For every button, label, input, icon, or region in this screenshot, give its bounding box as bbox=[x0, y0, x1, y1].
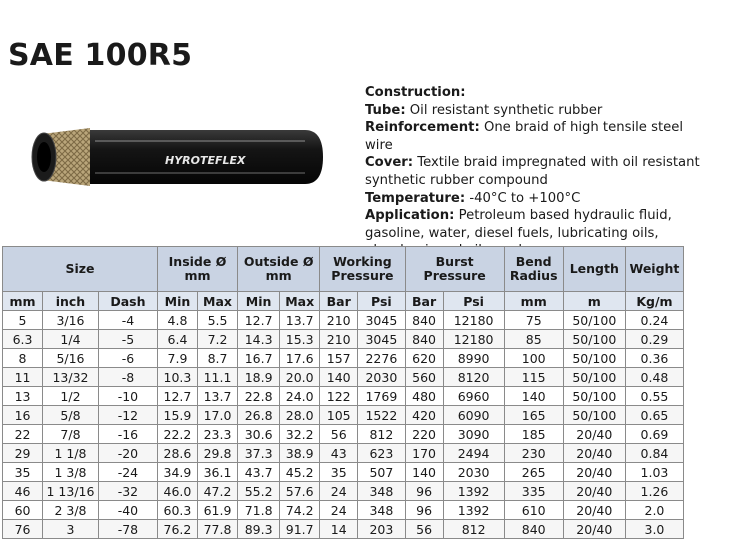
table-cell: 1392 bbox=[443, 482, 504, 501]
table-cell: 3090 bbox=[443, 425, 504, 444]
table-cell: -4 bbox=[98, 311, 157, 330]
table-cell: 50/100 bbox=[563, 330, 625, 349]
table-cell: 4.8 bbox=[157, 311, 197, 330]
header-burst-pressure: Burst Pressure bbox=[405, 247, 504, 292]
table-cell: 610 bbox=[504, 501, 563, 520]
table-cell: 30.6 bbox=[238, 425, 280, 444]
table-cell: 3045 bbox=[358, 311, 405, 330]
table-cell: 5 bbox=[3, 311, 43, 330]
table-cell: 3/16 bbox=[43, 311, 99, 330]
subheader-cell: Max bbox=[197, 292, 237, 311]
table-cell: 43 bbox=[320, 444, 358, 463]
table-cell: 46 bbox=[3, 482, 43, 501]
hose-image bbox=[20, 112, 330, 202]
table-row bbox=[3, 520, 684, 539]
table-cell: 348 bbox=[358, 501, 405, 520]
table-cell: 75 bbox=[504, 311, 563, 330]
table-cell: -12 bbox=[98, 406, 157, 425]
table-cell: 348 bbox=[358, 482, 405, 501]
table-cell: 37.3 bbox=[238, 444, 280, 463]
table-cell: 85 bbox=[504, 330, 563, 349]
table-cell: 71.8 bbox=[238, 501, 280, 520]
table-cell: 12180 bbox=[443, 330, 504, 349]
table-cell: 1 1/8 bbox=[43, 444, 99, 463]
table-cell: 14 bbox=[320, 520, 358, 539]
table-cell: 8 bbox=[3, 349, 43, 368]
table-cell: 3 bbox=[43, 520, 99, 539]
table-row bbox=[3, 501, 684, 520]
table-cell: 50/100 bbox=[563, 406, 625, 425]
table-cell: -20 bbox=[98, 444, 157, 463]
table-cell: 1 3/8 bbox=[43, 463, 99, 482]
table-cell: 16.7 bbox=[238, 349, 280, 368]
table-cell: 335 bbox=[504, 482, 563, 501]
header-length: Length bbox=[563, 247, 625, 292]
table-cell: 1522 bbox=[358, 406, 405, 425]
table-cell: 43.7 bbox=[238, 463, 280, 482]
table-cell: 20/40 bbox=[563, 482, 625, 501]
table-cell: 50/100 bbox=[563, 368, 625, 387]
table-cell: 12.7 bbox=[238, 311, 280, 330]
table-cell: 6.4 bbox=[157, 330, 197, 349]
table-cell: 34.9 bbox=[157, 463, 197, 482]
table-cell: 2.0 bbox=[625, 501, 683, 520]
table-cell: 56 bbox=[320, 425, 358, 444]
table-cell: 96 bbox=[405, 482, 443, 501]
table-cell: 140 bbox=[320, 368, 358, 387]
reinforcement-line: Reinforcement: One braid of high tensile steel wire bbox=[365, 120, 684, 153]
table-cell: 50/100 bbox=[563, 387, 625, 406]
table-cell: 2030 bbox=[358, 368, 405, 387]
table-cell: 13/32 bbox=[43, 368, 99, 387]
table-cell: 12.7 bbox=[157, 387, 197, 406]
cover-line: Cover: Textile braid impregnated with oil resistant synthetic rubber compound bbox=[365, 155, 700, 188]
table-cell: 15.3 bbox=[280, 330, 320, 349]
table-cell: 24.0 bbox=[280, 387, 320, 406]
subheader-cell: Dash bbox=[98, 292, 157, 311]
table-cell: 480 bbox=[405, 387, 443, 406]
table-cell: 91.7 bbox=[280, 520, 320, 539]
table-cell: 115 bbox=[504, 368, 563, 387]
table-cell: 203 bbox=[358, 520, 405, 539]
table-cell: 38.9 bbox=[280, 444, 320, 463]
table-cell: 61.9 bbox=[197, 501, 237, 520]
table-cell: -6 bbox=[98, 349, 157, 368]
table-cell: 5/16 bbox=[43, 349, 99, 368]
spec-block bbox=[365, 84, 705, 260]
table-cell: -40 bbox=[98, 501, 157, 520]
table-cell: 24 bbox=[320, 501, 358, 520]
table-cell: 1.03 bbox=[625, 463, 683, 482]
table-cell: 26.8 bbox=[238, 406, 280, 425]
table-cell: 265 bbox=[504, 463, 563, 482]
table-cell: 29.8 bbox=[197, 444, 237, 463]
table-cell: 8120 bbox=[443, 368, 504, 387]
table-cell: 76 bbox=[3, 520, 43, 539]
table-cell: 60.3 bbox=[157, 501, 197, 520]
subheader-cell: Bar bbox=[320, 292, 358, 311]
spec-table bbox=[2, 246, 684, 539]
table-cell: -24 bbox=[98, 463, 157, 482]
table-cell: -78 bbox=[98, 520, 157, 539]
table-cell: 140 bbox=[405, 463, 443, 482]
table-row bbox=[3, 330, 684, 349]
table-cell: 47.2 bbox=[197, 482, 237, 501]
table-cell: 2276 bbox=[358, 349, 405, 368]
table-cell: 100 bbox=[504, 349, 563, 368]
table-cell: 0.48 bbox=[625, 368, 683, 387]
table-cell: 0.29 bbox=[625, 330, 683, 349]
table-cell: 28.0 bbox=[280, 406, 320, 425]
table-cell: 8990 bbox=[443, 349, 504, 368]
table-cell: 165 bbox=[504, 406, 563, 425]
table-cell: 60 bbox=[3, 501, 43, 520]
table-cell: 18.9 bbox=[238, 368, 280, 387]
table-cell: 560 bbox=[405, 368, 443, 387]
table-cell: 35 bbox=[3, 463, 43, 482]
table-cell: 2494 bbox=[443, 444, 504, 463]
header-outside: Outside Ø mm bbox=[238, 247, 320, 292]
header-size: Size bbox=[3, 247, 158, 292]
table-cell: 122 bbox=[320, 387, 358, 406]
table-cell: 50/100 bbox=[563, 349, 625, 368]
table-cell: 2 3/8 bbox=[43, 501, 99, 520]
table-cell: 230 bbox=[504, 444, 563, 463]
table-cell: 22.2 bbox=[157, 425, 197, 444]
table-cell: 11 bbox=[3, 368, 43, 387]
subheader-cell: Min bbox=[157, 292, 197, 311]
table-cell: 20/40 bbox=[563, 444, 625, 463]
table-cell: 13.7 bbox=[197, 387, 237, 406]
subheader-cell: Psi bbox=[358, 292, 405, 311]
table-cell: 15.9 bbox=[157, 406, 197, 425]
table-cell: 1.26 bbox=[625, 482, 683, 501]
table-cell: 24 bbox=[320, 482, 358, 501]
table-cell: 32.2 bbox=[280, 425, 320, 444]
application-line: Application: Petroleum based hydraulic fluid, gasoline, water, diesel fuels, lubricating oils, bbox=[365, 208, 672, 241]
table-cell: 20.0 bbox=[280, 368, 320, 387]
table-cell: 22.8 bbox=[238, 387, 280, 406]
table-cell: 210 bbox=[320, 330, 358, 349]
table-cell: 0.65 bbox=[625, 406, 683, 425]
header-bend-radius: Bend Radius bbox=[504, 247, 563, 292]
table-cell: 3.0 bbox=[625, 520, 683, 539]
table-row bbox=[3, 387, 684, 406]
hose-brand-text: HYROTEFLEX bbox=[165, 154, 246, 167]
table-row bbox=[3, 444, 684, 463]
table-cell: 812 bbox=[358, 425, 405, 444]
table-cell: 420 bbox=[405, 406, 443, 425]
table-cell: 5.5 bbox=[197, 311, 237, 330]
table-cell: 20/40 bbox=[563, 463, 625, 482]
table-cell: 23.3 bbox=[197, 425, 237, 444]
table-cell: 12180 bbox=[443, 311, 504, 330]
table-cell: 140 bbox=[504, 387, 563, 406]
subheader-cell: Min bbox=[238, 292, 280, 311]
table-cell: 74.2 bbox=[280, 501, 320, 520]
table-cell: 1/2 bbox=[43, 387, 99, 406]
header-working-pressure: Working Pressure bbox=[320, 247, 405, 292]
table-cell: 20/40 bbox=[563, 501, 625, 520]
table-row bbox=[3, 311, 684, 330]
table-cell: 170 bbox=[405, 444, 443, 463]
table-cell: 89.3 bbox=[238, 520, 280, 539]
table-cell: 17.6 bbox=[280, 349, 320, 368]
table-cell: 0.24 bbox=[625, 311, 683, 330]
construction-heading: Construction: bbox=[365, 85, 466, 100]
table-row bbox=[3, 463, 684, 482]
table-cell: 8.7 bbox=[197, 349, 237, 368]
table-cell: -16 bbox=[98, 425, 157, 444]
table-cell: 2030 bbox=[443, 463, 504, 482]
header-weight: Weight bbox=[625, 247, 683, 292]
subheader-cell: mm bbox=[504, 292, 563, 311]
table-cell: 6960 bbox=[443, 387, 504, 406]
table-cell: 0.55 bbox=[625, 387, 683, 406]
subheader-cell: mm bbox=[3, 292, 43, 311]
table-cell: 7.9 bbox=[157, 349, 197, 368]
table-cell: 507 bbox=[358, 463, 405, 482]
table-cell: 20/40 bbox=[563, 520, 625, 539]
table-cell: 45.2 bbox=[280, 463, 320, 482]
table-cell: 50/100 bbox=[563, 311, 625, 330]
subheader-cell: Max bbox=[280, 292, 320, 311]
table-cell: 840 bbox=[405, 311, 443, 330]
table-row bbox=[3, 425, 684, 444]
table-row bbox=[3, 349, 684, 368]
table-cell: -32 bbox=[98, 482, 157, 501]
subheader-cell: Psi bbox=[443, 292, 504, 311]
table-row bbox=[3, 368, 684, 387]
table-cell: 210 bbox=[320, 311, 358, 330]
table-cell: 620 bbox=[405, 349, 443, 368]
table-cell: -8 bbox=[98, 368, 157, 387]
table-cell: 840 bbox=[405, 330, 443, 349]
table-cell: 1/4 bbox=[43, 330, 99, 349]
table-row bbox=[3, 482, 684, 501]
table-cell: 3045 bbox=[358, 330, 405, 349]
subheader-cell: Kg/m bbox=[625, 292, 683, 311]
table-cell: 16 bbox=[3, 406, 43, 425]
table-cell: 46.0 bbox=[157, 482, 197, 501]
page-title: SAE 100R5 bbox=[8, 38, 193, 73]
table-cell: 57.6 bbox=[280, 482, 320, 501]
table-cell: 0.36 bbox=[625, 349, 683, 368]
table-cell: 1392 bbox=[443, 501, 504, 520]
table-cell: -5 bbox=[98, 330, 157, 349]
table-cell: 13.7 bbox=[280, 311, 320, 330]
table-cell: 96 bbox=[405, 501, 443, 520]
table-cell: 20/40 bbox=[563, 425, 625, 444]
table-cell: 11.1 bbox=[197, 368, 237, 387]
table-cell: 105 bbox=[320, 406, 358, 425]
temperature-line: Temperature: -40°C to +100°C bbox=[365, 190, 581, 206]
table-cell: 77.8 bbox=[197, 520, 237, 539]
table-cell: 840 bbox=[504, 520, 563, 539]
tube-line: Tube: Oil resistant synthetic rubber bbox=[365, 102, 603, 118]
table-cell: 35 bbox=[320, 463, 358, 482]
table-cell: 10.3 bbox=[157, 368, 197, 387]
table-cell: 56 bbox=[405, 520, 443, 539]
table-cell: 14.3 bbox=[238, 330, 280, 349]
table-cell: 157 bbox=[320, 349, 358, 368]
table-cell: 0.84 bbox=[625, 444, 683, 463]
table-cell: 7.2 bbox=[197, 330, 237, 349]
table-cell: 1769 bbox=[358, 387, 405, 406]
table-cell: 55.2 bbox=[238, 482, 280, 501]
table-cell: 22 bbox=[3, 425, 43, 444]
table-cell: 76.2 bbox=[157, 520, 197, 539]
table-cell: 1 13/16 bbox=[43, 482, 99, 501]
table-cell: 185 bbox=[504, 425, 563, 444]
table-cell: 17.0 bbox=[197, 406, 237, 425]
header-inside: Inside Ø mm bbox=[157, 247, 237, 292]
table-cell: 0.69 bbox=[625, 425, 683, 444]
table-row bbox=[3, 406, 684, 425]
table-cell: 220 bbox=[405, 425, 443, 444]
table-cell: 623 bbox=[358, 444, 405, 463]
table-cell: 6.3 bbox=[3, 330, 43, 349]
table-cell: 36.1 bbox=[197, 463, 237, 482]
subheader-cell: inch bbox=[43, 292, 99, 311]
table-cell: -10 bbox=[98, 387, 157, 406]
table-cell: 7/8 bbox=[43, 425, 99, 444]
table-cell: 28.6 bbox=[157, 444, 197, 463]
table-cell: 812 bbox=[443, 520, 504, 539]
table-cell: 5/8 bbox=[43, 406, 99, 425]
subheader-cell: Bar bbox=[405, 292, 443, 311]
table-cell: 13 bbox=[3, 387, 43, 406]
subheader-cell: m bbox=[563, 292, 625, 311]
table-cell: 29 bbox=[3, 444, 43, 463]
table-cell: 6090 bbox=[443, 406, 504, 425]
